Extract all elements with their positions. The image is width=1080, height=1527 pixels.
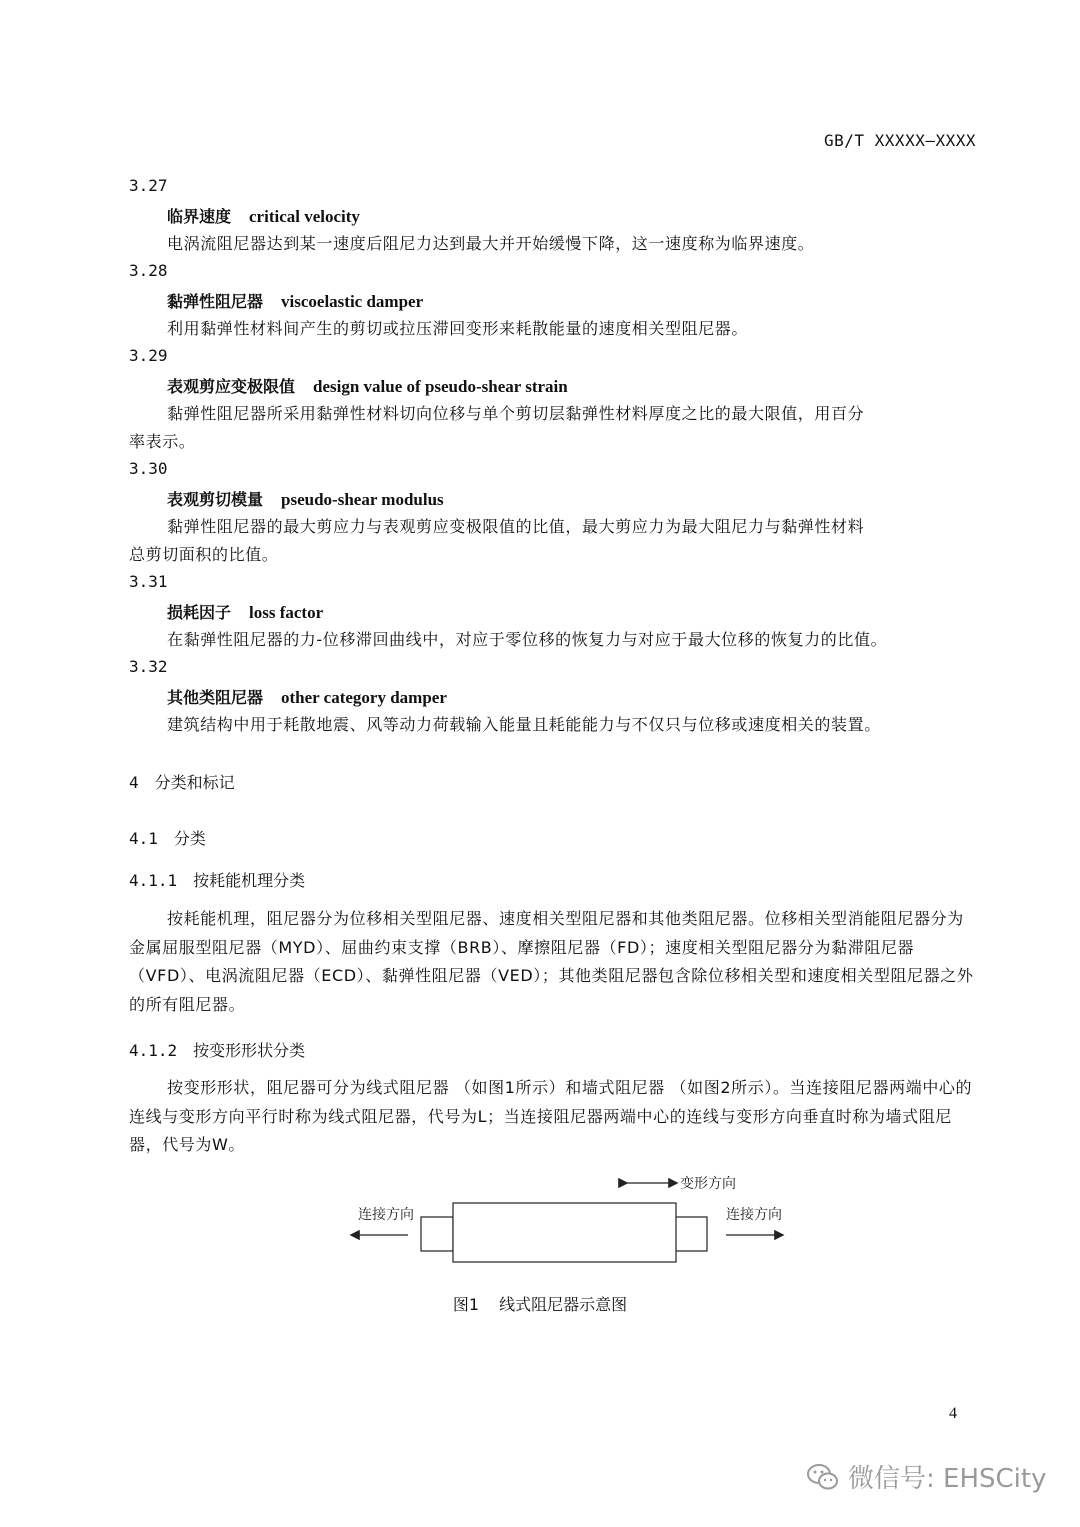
deform-direction-label: 变形方向 bbox=[680, 1176, 736, 1192]
damper-right-end bbox=[675, 1217, 707, 1251]
clause-number: 3.28 bbox=[129, 261, 168, 280]
term-title bbox=[167, 487, 444, 510]
term-definition-continued: 率表示。 bbox=[129, 432, 196, 451]
section-heading bbox=[129, 770, 235, 793]
paragraph-mechanism: 按耗能机理，阻尼器分为位移相关型阻尼器、速度相关型阻尼器和其他类阻尼器。位移相关型消能阻尼器分为金属屈服型阻尼器（MYD）、屈曲约束支撑（BRB）、摩擦阻尼器（FD）；速度相关型阻尼器分为黏滞阻尼器（VFD）、电涡流阻尼器（ECD）、黏弹性阻尼器（VED）；其他类阻尼器包含除位移相关型和速度相关型阻尼器之外的所有阻尼器。 bbox=[129, 909, 974, 1014]
document-code: GB/T XXXXX—XXXX bbox=[824, 131, 976, 150]
clause-number: 3.31 bbox=[129, 572, 168, 591]
subsection-number: 4.1.1 bbox=[129, 871, 178, 890]
term-en: other category damper bbox=[281, 688, 447, 707]
section-title: 分类和标记 bbox=[154, 773, 235, 792]
subsection-number: 4.1 bbox=[129, 829, 158, 848]
subsection-number: 4.1.2 bbox=[129, 1041, 178, 1060]
subsection-title: 按变形形状分类 bbox=[193, 1041, 306, 1060]
term-zh: 其他类阻尼器 bbox=[167, 688, 264, 707]
left-connection-label: 连接方向 bbox=[358, 1207, 414, 1223]
watermark bbox=[806, 1458, 1046, 1495]
term-zh: 表观剪应变极限值 bbox=[167, 377, 296, 396]
clause-number: 3.32 bbox=[129, 657, 168, 676]
paragraph-shape: 按变形形状，阻尼器可分为线式阻尼器 （如图1所示）和墙式阻尼器 （如图2所示）。当连接阻尼器两端中心的连线与变形方向平行时称为线式阻尼器，代号为L；当连接阻尼器两端中心的连线与变形方向垂直时称为墙式阻尼器，代号为W。 bbox=[129, 1078, 973, 1154]
figure-title: 线式阻尼器示意图 bbox=[499, 1295, 628, 1314]
term-en: design value of pseudo-shear strain bbox=[313, 377, 568, 396]
term-en: pseudo-shear modulus bbox=[281, 490, 444, 509]
term-title bbox=[167, 685, 447, 708]
clause-number: 3.27 bbox=[129, 176, 168, 195]
clause-number: 3.29 bbox=[129, 346, 168, 365]
term-definition: 利用黏弹性材料间产生的剪切或拉压滞回变形来耗散能量的速度相关型阻尼器。 bbox=[167, 319, 749, 338]
subsection-heading bbox=[129, 868, 305, 891]
right-connection-label: 连接方向 bbox=[726, 1207, 782, 1223]
term-definition: 电涡流阻尼器达到某一速度后阻尼力达到最大并开始缓慢下降，这一速度称为临界速度。 bbox=[167, 234, 815, 253]
term-en: loss factor bbox=[249, 603, 324, 622]
term-zh: 临界速度 bbox=[167, 207, 232, 226]
wechat-icon bbox=[806, 1462, 840, 1492]
damper-body bbox=[453, 1203, 676, 1262]
subsection-heading bbox=[129, 826, 206, 849]
term-definition: 建筑结构中用于耗散地震、风等动力荷载输入能量且耗能能力与不仅只与位移或速度相关的装置。 bbox=[167, 715, 881, 734]
term-zh: 损耗因子 bbox=[167, 603, 232, 622]
term-title bbox=[167, 289, 423, 312]
term-en: critical velocity bbox=[249, 207, 360, 226]
term-definition: 黏弹性阻尼器所采用黏弹性材料切向位移与单个剪切层黏弹性材料厚度之比的最大限值，用百分 bbox=[167, 404, 865, 423]
section-number: 4 bbox=[129, 773, 139, 792]
term-title bbox=[167, 204, 360, 227]
figure-caption bbox=[0, 1292, 1080, 1315]
subsection-title: 分类 bbox=[173, 829, 206, 848]
subsection-title: 按耗能机理分类 bbox=[193, 871, 306, 890]
damper-left-end bbox=[421, 1217, 453, 1251]
term-zh: 表观剪切模量 bbox=[167, 490, 264, 509]
clause-number: 3.30 bbox=[129, 459, 168, 478]
term-en: viscoelastic damper bbox=[281, 292, 424, 311]
term-title bbox=[167, 374, 568, 397]
term-definition-continued: 总剪切面积的比值。 bbox=[129, 545, 279, 564]
term-definition: 在黏弹性阻尼器的力-位移滞回曲线中，对应于零位移的恢复力与对应于最大位移的恢复力的比值。 bbox=[167, 630, 888, 649]
figure-number: 图1 bbox=[452, 1295, 480, 1314]
term-definition: 黏弹性阻尼器的最大剪应力与表观剪应变极限值的比值，最大剪应力为最大阻尼力与黏弹性材料 bbox=[167, 517, 865, 536]
page-number: 4 bbox=[949, 1405, 957, 1422]
subsection-heading bbox=[129, 1038, 305, 1061]
watermark-text: 微信号: EHSCity bbox=[848, 1464, 1047, 1494]
term-title bbox=[167, 600, 323, 623]
term-zh: 黏弹性阻尼器 bbox=[167, 292, 264, 311]
